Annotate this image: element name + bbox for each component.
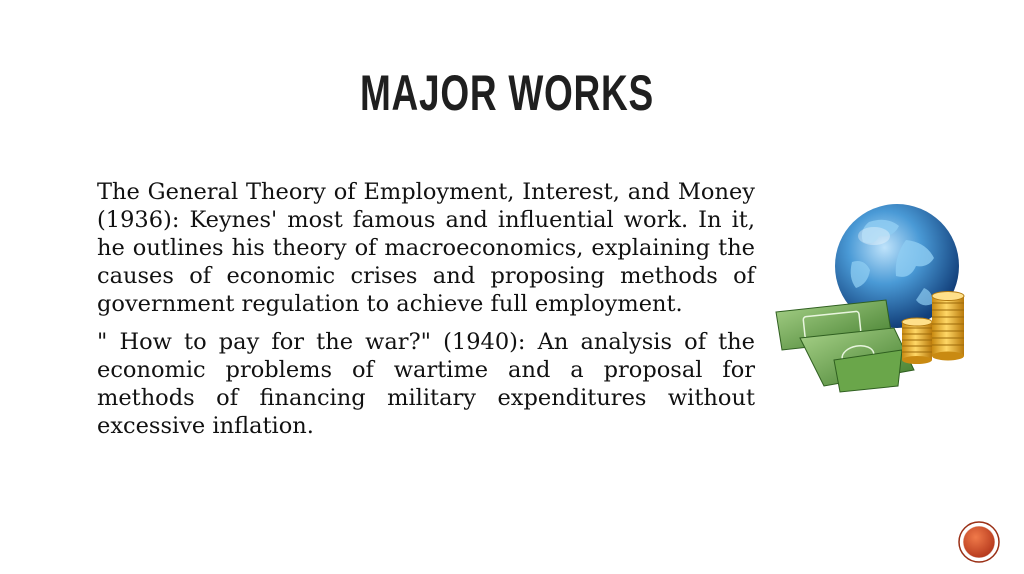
nav-circle-icon[interactable] — [957, 520, 1001, 564]
body-text — [97, 178, 755, 450]
slide-title: MAJOR WORKS — [360, 65, 654, 121]
paragraph-general-theory: The General Theory of Employment, Interest, and Money (1936): Keynes' most famous and influential work. In it, he outlines his theory of macroeconomics, explaining the causes of economic crises and proposing methods of government regulation to achieve full employment. — [97, 179, 755, 317]
paragraph-how-to-pay: " How to pay for the war?" (1940): An analysis of the economic problems of wartime and a proposal for methods of financing military expenditures without excessive inflation. — [97, 329, 755, 439]
globe-with-money-icon — [774, 200, 974, 395]
